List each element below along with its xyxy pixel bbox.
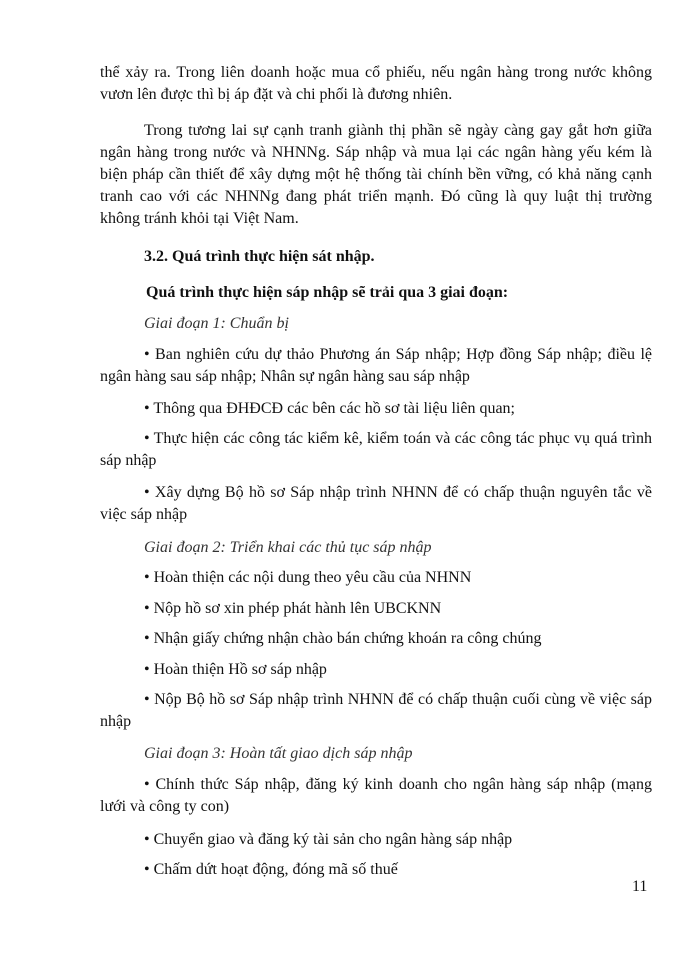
stage-2-item: • Hoàn thiện các nội dung theo yêu cầu của NHNN — [144, 569, 472, 586]
stage-1-item: • Ban nghiên cứu dự thảo Phương án Sáp nhập; Hợp đồng Sáp nhập; điều lệ ngân hàng sau sáp nhập; Nhân sự ngân hàng sau sáp nhập — [100, 346, 652, 385]
paragraph-continuation: thể xảy ra. Trong liên doanh hoặc mua cổ phiếu, nếu ngân hàng trong nước không vươn lên được thì bị áp đặt và chi phối là đương nhiên. — [100, 64, 652, 103]
stage-2-item: • Hoàn thiện Hồ sơ sáp nhập — [144, 661, 327, 678]
stage-1-item: • Xây dựng Bộ hồ sơ Sáp nhập trình NHNN để có chấp thuận nguyên tắc về việc sáp nhập — [100, 484, 652, 523]
section-heading: 3.2. Quá trình thực hiện sát nhập. — [144, 248, 375, 265]
stage-3-item: • Chính thức Sáp nhập, đăng ký kinh doanh cho ngân hàng sáp nhập (mạng lưới và công ty con) — [100, 776, 652, 815]
stage-2-item: • Nộp hồ sơ xin phép phát hành lên UBCKNN — [144, 600, 442, 617]
stage-3-title: Giai đoạn 3: Hoàn tất giao dịch sáp nhập — [144, 745, 413, 762]
intro-heading: Quá trình thực hiện sáp nhập sẽ trải qua 3 giai đoạn: — [146, 284, 509, 301]
stage-2-item: • Nộp Bộ hồ sơ Sáp nhập trình NHNN để có chấp thuận cuối cùng về việc sáp nhập — [100, 691, 652, 730]
stage-1-item: • Thông qua ĐHĐCĐ các bên các hồ sơ tài liệu liên quan; — [144, 400, 515, 417]
paragraph-competition: Trong tương lai sự cạnh tranh giành thị phần sẽ ngày càng gay gắt hơn giữa ngân hàng trong nước và NHNNg. Sáp nhập và mua lại các ngân hàng yếu kém là biện pháp cần thiết để xây dựng một hệ thống tài chính bền vững, có khả năng cạnh tranh cao với các NHNNg đang phát triển mạnh. Đó cũng là quy luật thị trường không tránh khỏi tại Việt Nam. — [100, 122, 652, 227]
stage-1-item: • Thực hiện các công tác kiểm kê, kiểm toán và các công tác phục vụ quá trình sáp nhập — [100, 430, 652, 469]
stage-1-title: Giai đoạn 1: Chuẩn bị — [144, 315, 289, 332]
stage-3-item: • Chấm dứt hoạt động, đóng mã số thuế — [144, 861, 398, 878]
stage-2-title: Giai đoạn 2: Triển khai các thủ tục sáp nhập — [144, 539, 432, 556]
page-number: 11 — [632, 878, 648, 895]
stage-3-item: • Chuyển giao và đăng ký tài sản cho ngân hàng sáp nhập — [144, 831, 513, 848]
stage-2-item: • Nhận giấy chứng nhận chào bán chứng khoán ra công chúng — [144, 630, 542, 647]
